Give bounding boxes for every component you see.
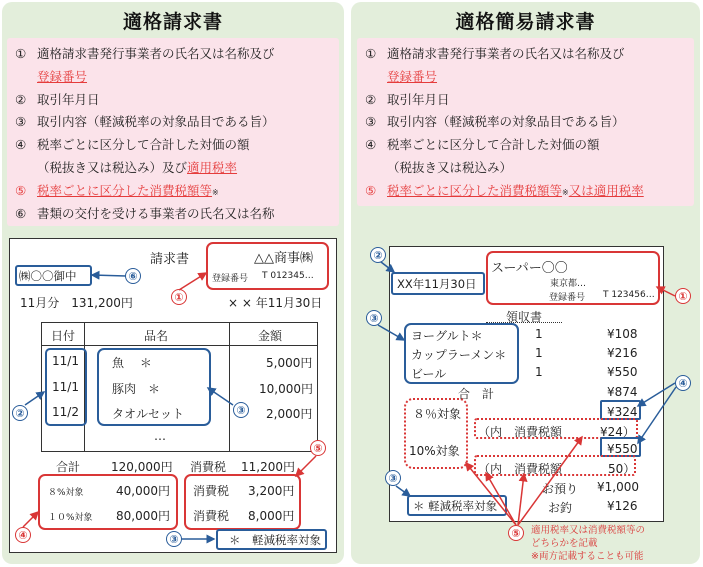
receipt-title: 領収書 xyxy=(506,310,543,324)
note-line: 適用税率又は消費税額等の xyxy=(531,525,646,536)
requirement-item: ① 適格請求書発行事業者の氏名又は名称及び xyxy=(15,46,275,61)
total-label: 合 計 xyxy=(458,387,495,401)
item-name: ビール xyxy=(411,367,447,381)
t8-amount: ¥324 xyxy=(607,405,638,419)
requirement-item: （税抜き又は税込み）及び適用税率 xyxy=(37,160,238,175)
tax-label: 消費税 xyxy=(190,460,227,474)
row-date: 11/1 xyxy=(52,354,79,368)
panel-title: 適格簡易請求書 xyxy=(455,11,596,33)
items-box xyxy=(404,323,519,384)
store-box xyxy=(486,251,660,305)
reduced-rate-note: ＊ 軽減税率対象 xyxy=(413,499,498,513)
marker-6: ⑥ xyxy=(125,268,141,284)
marker-3: ③ xyxy=(166,531,182,547)
marker-2: ② xyxy=(370,247,386,263)
marker-4: ④ xyxy=(675,375,691,391)
rate-amount-box xyxy=(38,474,178,530)
marker-2: ② xyxy=(12,405,28,421)
item-qty: 1 xyxy=(535,365,543,379)
tax-in-label: （内 消費税額 xyxy=(478,462,563,476)
buyer-name: ㈱〇〇御中 xyxy=(19,269,77,283)
date-column-box xyxy=(45,348,87,426)
t8-label: ８％対象 xyxy=(413,407,462,421)
marker-4: ④ xyxy=(15,527,31,543)
col-item: 品名 xyxy=(144,329,169,343)
rate8-label: ８%対象 xyxy=(48,488,84,498)
t10-amount: ¥550 xyxy=(607,442,638,456)
marker-1: ① xyxy=(171,289,187,305)
item-name: ヨーグルト＊ xyxy=(411,329,483,343)
item-qty: 1 xyxy=(535,346,543,360)
requirement-item: ⑥ 書類の交付を受ける事業者の氏名又は名称 xyxy=(15,206,275,221)
marker-3: ③ xyxy=(385,470,401,486)
requirements-box xyxy=(357,38,694,206)
store-name: スーパー〇〇 xyxy=(491,261,568,276)
requirement-item: ① 適格請求書発行事業者の氏名又は名称及び xyxy=(365,46,625,61)
paid-amount: ¥1,000 xyxy=(597,480,639,494)
reduced-note-box xyxy=(216,529,327,550)
requirement-item: 登録番号 xyxy=(37,69,88,84)
item-name: カップラーメン＊ xyxy=(411,348,507,362)
row-item: 魚 ＊ xyxy=(112,356,152,370)
total-amount: 120,000円 xyxy=(111,460,173,474)
rate-label-box xyxy=(404,398,468,469)
invoice-title: 請求書 xyxy=(150,252,190,267)
marker-5: ⑤ xyxy=(310,440,326,456)
tax10-amount: 8,000円 xyxy=(248,509,295,523)
requirement-item: ⑤ 税率ごとに区分した消費税額等※ xyxy=(15,183,219,198)
item-price: ¥108 xyxy=(607,327,638,341)
tax8-box xyxy=(474,418,638,439)
tax10-label: 消費税 xyxy=(193,509,230,523)
reg-label: 登録番号 xyxy=(549,293,586,303)
panel-title: 適格請求書 xyxy=(122,11,223,33)
reg-number: T 123456… xyxy=(603,290,655,300)
total-amount: ¥874 xyxy=(607,385,638,399)
col-date: 日付 xyxy=(51,329,76,343)
item-price: ¥216 xyxy=(607,346,638,360)
marker-1: ① xyxy=(675,288,691,304)
store-address: 東京都… xyxy=(550,279,587,289)
total-label: 合計 xyxy=(56,460,81,474)
note-line: どちらかを記載 xyxy=(531,538,598,549)
date-box xyxy=(391,272,485,295)
marker-5: ⑤ xyxy=(508,525,524,541)
requirement-item: ④ 税率ごとに区分して合計した対価の額 xyxy=(15,137,250,152)
t10-box xyxy=(600,437,641,457)
seller-box xyxy=(206,242,329,290)
rate10-label: １０%対象 xyxy=(48,513,93,523)
change-amount: ¥126 xyxy=(607,499,638,513)
requirement-item: ⑤ 税率ごとに区分した消費税額等※又は適用税率 xyxy=(365,183,644,198)
row-date: 11/1 xyxy=(52,380,79,394)
reduced-note-box xyxy=(407,495,507,516)
row-item: 豚肉 ＊ xyxy=(112,382,161,396)
requirement-item: ④ 税率ごとに区分して合計した対価の額 xyxy=(365,137,600,152)
note-line: ※両方記載することも可能 xyxy=(531,551,644,562)
tax10-box xyxy=(474,455,636,476)
seller-name: △△商事㈱ xyxy=(254,251,313,266)
t8-box xyxy=(600,400,641,420)
item-qty: 1 xyxy=(535,327,543,341)
reduced-rate-note: ＊ 軽減税率対象 xyxy=(229,533,321,547)
row-amount: 10,000円 xyxy=(259,382,313,396)
requirement-item: （税抜き又は税込み） xyxy=(387,160,513,175)
buyer-box xyxy=(15,265,92,286)
row-date: 11/2 xyxy=(52,405,79,419)
paid-label: お預り xyxy=(542,482,579,496)
reg-number: T 012345… xyxy=(262,271,314,281)
invoice-date: × × 年11月30日 xyxy=(228,296,323,310)
tax10-amount: 50） xyxy=(608,462,636,476)
requirement-item: ② 取引年月日 xyxy=(365,92,450,107)
requirement-item: ③ 取引内容（軽減税率の対象品目である旨） xyxy=(15,114,275,129)
rate8-amount: 40,000円 xyxy=(116,484,170,498)
tax8-label: 消費税 xyxy=(193,484,230,498)
item-column-box xyxy=(97,348,211,426)
row-amount: 2,000円 xyxy=(266,407,313,421)
tax-total: 11,200円 xyxy=(241,460,295,474)
requirement-item: ③ 取引内容（軽減税率の対象品目である旨） xyxy=(365,114,625,129)
reg-label: 登録番号 xyxy=(212,274,249,284)
tax8-amount: ¥24） xyxy=(600,425,635,439)
tax8-amount: 3,200円 xyxy=(248,484,295,498)
marker-3: ③ xyxy=(233,402,249,418)
change-label: お釣 xyxy=(548,501,573,515)
requirement-item: ② 取引年月日 xyxy=(15,92,100,107)
billing-period: 11月分 131,200円 xyxy=(20,296,133,310)
row-item: タオルセット xyxy=(112,407,185,421)
rate10-amount: 80,000円 xyxy=(116,509,170,523)
tax-amount-box xyxy=(184,474,301,530)
requirement-item: 登録番号 xyxy=(387,69,438,84)
t10-label: 10%対象 xyxy=(409,444,460,458)
item-price: ¥550 xyxy=(607,365,638,379)
receipt-date: XX年11月30日 xyxy=(397,277,477,291)
ellipsis: … xyxy=(154,429,166,443)
marker-3: ③ xyxy=(366,310,382,326)
tax-in-label: （内 消費税額 xyxy=(478,425,563,439)
col-amount: 金額 xyxy=(258,329,283,343)
row-amount: 5,000円 xyxy=(266,356,313,370)
requirements-box xyxy=(7,38,339,226)
